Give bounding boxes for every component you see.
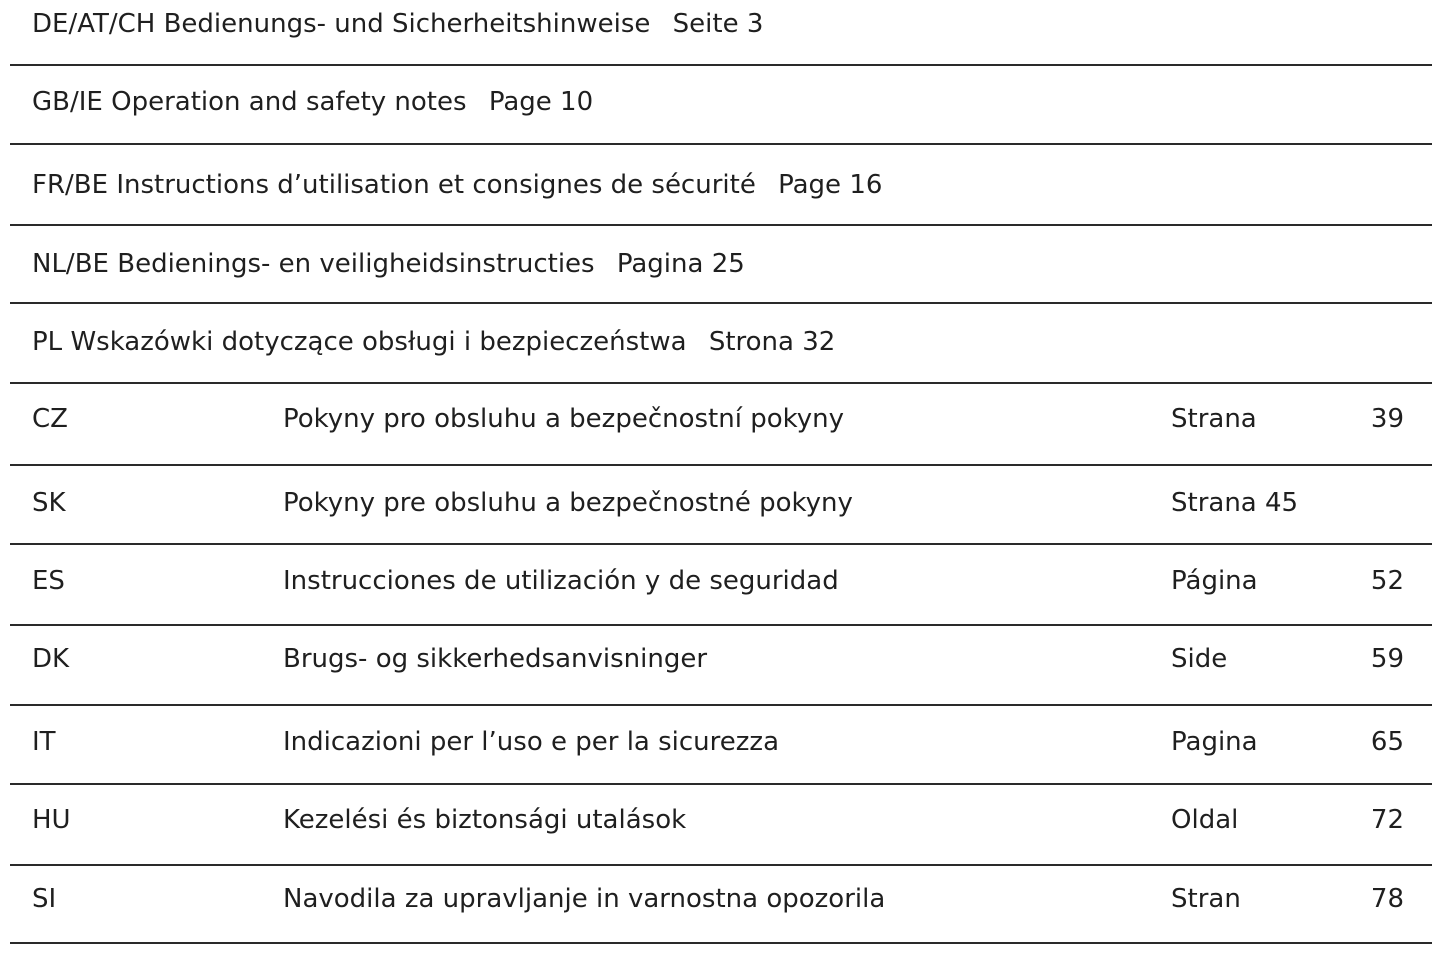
language-code: DE/AT/CH: [32, 9, 156, 39]
page-label: Oldal: [1171, 805, 1239, 835]
page-number: 10: [560, 87, 594, 117]
page-label: Stran: [1171, 884, 1241, 914]
page-number: 32: [802, 327, 836, 357]
row-divider: [10, 464, 1432, 466]
row-divider: [10, 224, 1432, 226]
language-code: SI: [32, 884, 57, 914]
row-divider: [10, 704, 1432, 706]
row-divider: [10, 64, 1432, 66]
page-label: Page: [488, 87, 552, 117]
row-divider: [10, 624, 1432, 626]
entry-title: Wskazówki dotyczące obsługi i bezpieczeństwa: [70, 327, 687, 357]
page-label: Side: [1171, 644, 1228, 674]
entry-title: Instrucciones de utilización y de seguridad: [283, 566, 839, 596]
toc-entry-de[interactable]: [32, 8, 763, 40]
row-divider: [10, 302, 1432, 304]
row-divider: [10, 864, 1432, 866]
entry-title: Kezelési és biztonsági utalások: [283, 805, 687, 835]
page-number: 25: [711, 249, 745, 279]
page-number: 65: [1370, 727, 1404, 757]
language-code: IT: [32, 727, 56, 757]
row-divider: [10, 942, 1432, 944]
toc-entry-fr[interactable]: [32, 169, 882, 201]
entry-title: Bedienings- en veiligheidsinstructies: [117, 249, 595, 279]
page-label: Seite: [672, 9, 739, 39]
page-label: Pagina: [1171, 727, 1258, 757]
entry-title: Pokyny pre obsluhu a bezpečnostné pokyny: [283, 488, 853, 518]
page-number: 59: [1370, 644, 1404, 674]
page-number: 16: [849, 170, 883, 200]
entry-title: Pokyny pro obsluhu a bezpečnostní pokyny: [283, 404, 845, 434]
language-code: SK: [32, 488, 66, 518]
entry-title: Navodila za upravljanje in varnostna opozorila: [283, 884, 886, 914]
language-code: GB/IE: [32, 87, 103, 117]
entry-title: Operation and safety notes: [111, 87, 467, 117]
language-code: FR/BE: [32, 170, 109, 200]
entry-title: Indicazioni per l’uso e per la sicurezza: [283, 727, 780, 757]
page-label: Strona: [708, 327, 794, 357]
entry-title: Instructions d’utilisation et consignes de sécurité: [116, 170, 756, 200]
toc-entry-nl[interactable]: [32, 248, 745, 280]
entry-title: Bedienungs- und Sicherheitshinweise: [163, 9, 651, 39]
language-code: ES: [32, 566, 65, 596]
language-code: HU: [32, 805, 71, 835]
language-code: DK: [32, 644, 70, 674]
page-label: Page: [778, 170, 842, 200]
entry-title: Brugs- og sikkerhedsanvisninger: [283, 644, 708, 674]
page-label: Strana 45: [1171, 488, 1299, 518]
language-code: CZ: [32, 404, 68, 434]
language-code: PL: [32, 327, 63, 357]
page-number: 78: [1370, 884, 1404, 914]
page-label: Strana: [1171, 404, 1257, 434]
toc-entry-gb[interactable]: [32, 86, 593, 118]
page-number: 72: [1370, 805, 1404, 835]
page-label: Página: [1171, 566, 1258, 596]
page-number: 3: [746, 9, 764, 39]
row-divider: [10, 543, 1432, 545]
toc-entry-pl[interactable]: [32, 326, 835, 358]
row-divider: [10, 143, 1432, 145]
language-code: NL/BE: [32, 249, 109, 279]
row-divider: [10, 382, 1432, 384]
row-divider: [10, 783, 1432, 785]
page-number: 52: [1370, 566, 1404, 596]
page-number: 39: [1370, 404, 1404, 434]
page-label: Pagina: [616, 249, 704, 279]
